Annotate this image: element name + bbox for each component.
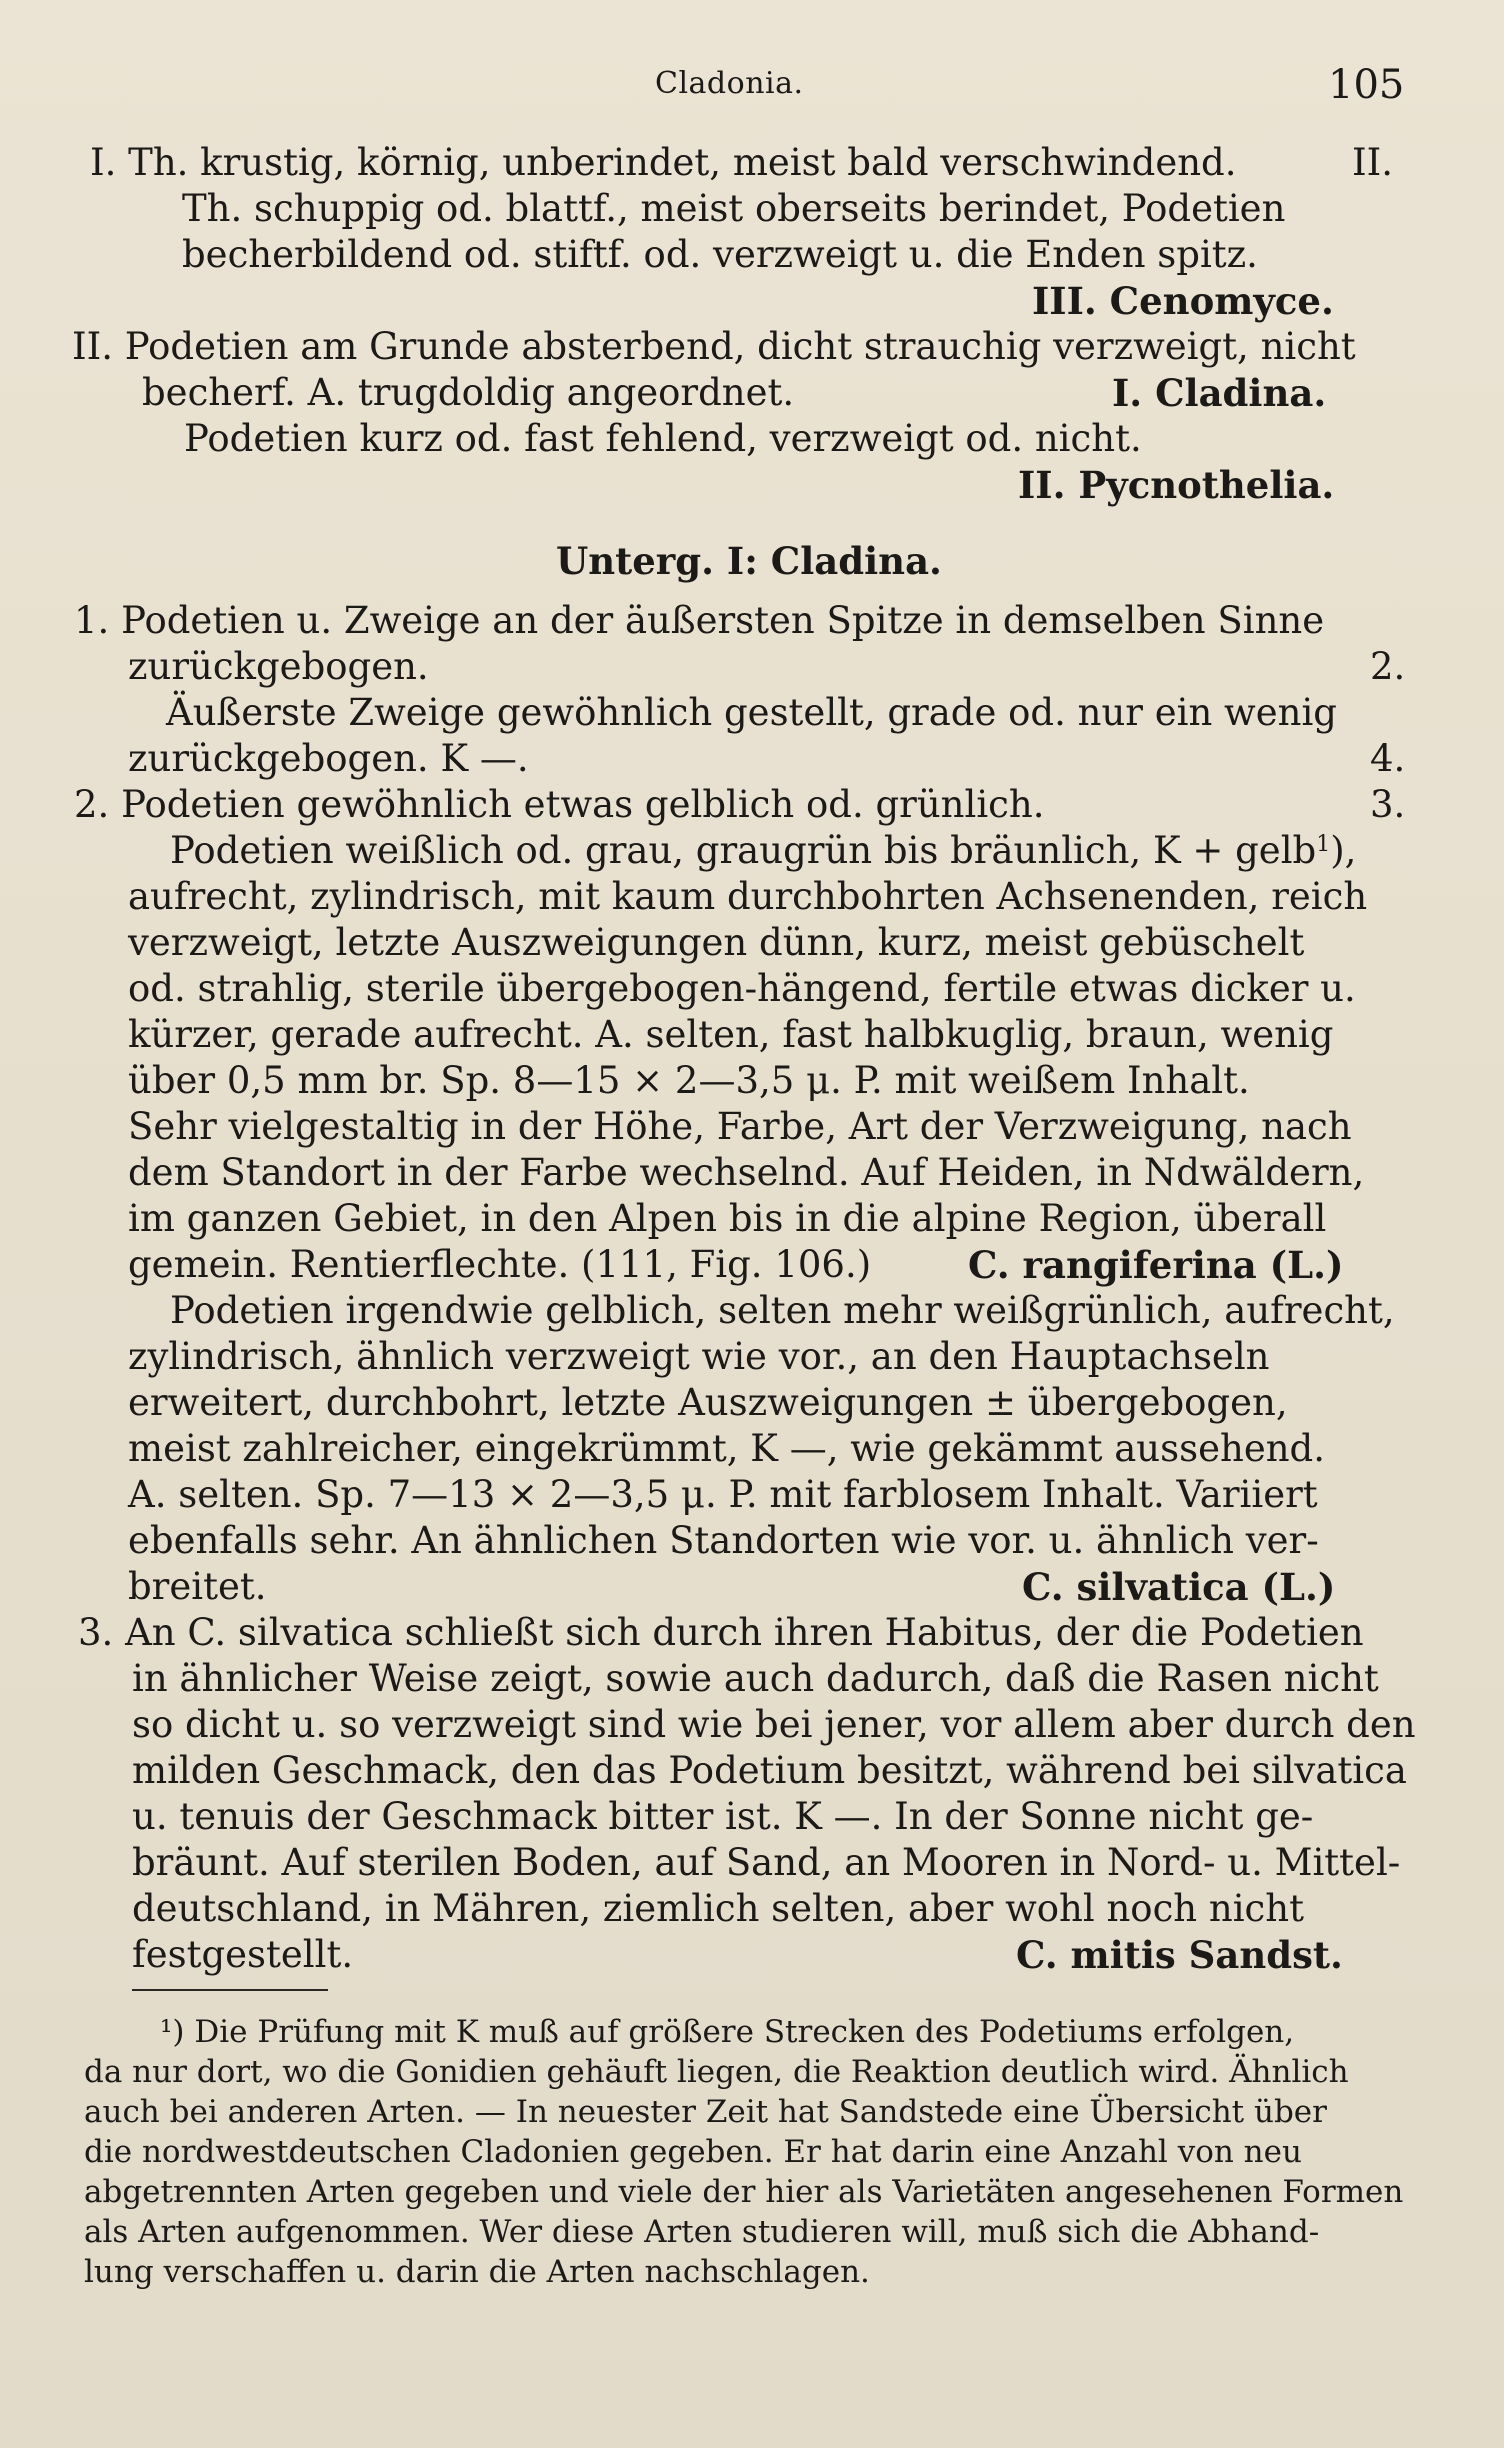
footnote-text: auch bei anderen Arten. — In neuester Zeit hat Sandstede eine Übersicht über xyxy=(84,2094,1327,2130)
couplet-text: Podetien irgendwie gelblich, selten mehr weißgrünlich, aufrecht, xyxy=(170,1289,1395,1332)
couplet-text: breitet. xyxy=(128,1565,267,1608)
couplet-text: dem Standort in der Farbe wechselnd. Auf Heiden, in Ndwäldern, xyxy=(128,1151,1365,1194)
couplet-text: meist zahlreicher, eingekrümmt, K —, wie gekämmt aussehend. xyxy=(128,1427,1326,1470)
text-run: Podetien weißlich od. grau, graugrün bis bräunlich, K + gelb xyxy=(170,829,1317,872)
couplet-text: bräunt. Auf sterilen Boden, auf Sand, an Mooren in Nord- u. Mittel- xyxy=(132,1841,1401,1884)
key-text: becherbildend od. stiftf. od. verzweigt u. die Enden spitz. xyxy=(182,233,1258,276)
couplet-text: in ähnlicher Weise zeigt, sowie auch dadurch, daß die Rasen nicht xyxy=(132,1657,1379,1700)
couplet-text: Äußerste Zweige gewöhnlich gestellt, grade od. nur ein wenig xyxy=(166,691,1337,734)
footnote-text: ¹) Die Prüfung mit K muß auf größere Strecken des Podetiums erfolgen, xyxy=(160,2014,1295,2050)
couplet-text: od. strahlig, sterile übergebogen-hängend, fertile etwas dicker u. xyxy=(128,967,1356,1010)
footnote-divider xyxy=(132,1989,328,1991)
taxon-name: III. Cenomyce. xyxy=(1032,279,1334,323)
taxon-name: I. Cladina. xyxy=(1112,371,1327,415)
couplet-text: ebenfalls sehr. An ähnlichen Standorten wie vor. u. ähnlich ver- xyxy=(128,1519,1319,1562)
couplet-text: 2. Podetien gewöhnlich etwas gelblich od. grünlich. xyxy=(74,783,1045,826)
key-text: Th. schuppig od. blattf., meist oberseits berindet, Podetien xyxy=(182,187,1286,230)
footnote-text: abgetrennten Arten gegeben und viele der hier als Varietäten angesehenen Formen xyxy=(84,2174,1404,2210)
key-text: II. Podetien am Grunde absterbend, dicht strauchig verzweigt, nicht xyxy=(72,325,1356,368)
couplet-text: so dicht u. so verzweigt sind wie bei jener, vor allem aber durch den xyxy=(132,1703,1416,1746)
footnote-text: als Arten aufgenommen. Wer diese Arten studieren will, muß sich die Abhand- xyxy=(84,2214,1320,2250)
couplet-reference: 2. xyxy=(1370,645,1406,688)
couplet-text: festgestellt. xyxy=(132,1933,354,1976)
couplet-text: zurückgebogen. K —. xyxy=(128,737,529,780)
text-run: ), xyxy=(1330,829,1357,872)
couplet-text: A. selten. Sp. 7—13 × 2—3,5 μ. P. mit farblosem Inhalt. Variiert xyxy=(128,1473,1318,1516)
running-head xyxy=(0,62,1504,112)
species-name: C. mitis Sandst. xyxy=(1016,1933,1343,1977)
couplet-text: zylindrisch, ähnlich verzweigt wie vor., an den Hauptachseln xyxy=(128,1335,1270,1378)
couplet-text: kürzer, gerade aufrecht. A. selten, fast halbkuglig, braun, wenig xyxy=(128,1013,1334,1056)
couplet-text: 1. Podetien u. Zweige an der äußersten Spitze in demselben Sinne xyxy=(74,599,1325,642)
key-text: becherf. A. trugdoldig angeordnet. xyxy=(142,371,795,414)
couplet-text: deutschland, in Mähren, ziemlich selten, aber wohl noch nicht xyxy=(132,1887,1304,1930)
couplet-reference: 4. xyxy=(1370,737,1406,780)
key-text: I. Th. krustig, körnig, unberindet, meist bald verschwindend. xyxy=(90,141,1237,184)
footnote-text: die nordwestdeutschen Cladonien gegeben. Er hat darin eine Anzahl von neu xyxy=(84,2134,1302,2170)
footnote-marker: 1 xyxy=(1316,832,1331,857)
couplet-reference: 3. xyxy=(1370,783,1406,826)
couplet-text: zurückgebogen. xyxy=(128,645,429,688)
key-text: Podetien kurz od. fast fehlend, verzweigt od. nicht. xyxy=(184,417,1142,460)
couplet-text: u. tenuis der Geschmack bitter ist. K —. In der Sonne nicht ge- xyxy=(132,1795,1314,1838)
couplet-text: milden Geschmack, den das Podetium besitzt, während bei silvatica xyxy=(132,1749,1407,1792)
running-title: Cladonia. xyxy=(655,66,804,101)
couplet-text: über 0,5 mm br. Sp. 8—15 × 2—3,5 μ. P. mit weißem Inhalt. xyxy=(128,1059,1250,1102)
section-heading: Unterg. I: Cladina. xyxy=(556,539,942,583)
key-reference: II. xyxy=(1352,141,1393,184)
couplet-text: aufrecht, zylindrisch, mit kaum durchbohrten Achsenenden, reich xyxy=(128,875,1368,918)
couplet-text: im ganzen Gebiet, in den Alpen bis in die alpine Region, überall xyxy=(128,1197,1327,1240)
taxon-name: II. Pycnothelia. xyxy=(1018,463,1335,507)
footnote-text: lung verschaffen u. darin die Arten nachschlagen. xyxy=(84,2254,870,2290)
couplet-text: verzweigt, letzte Auszweigungen dünn, kurz, meist gebüschelt xyxy=(128,921,1305,964)
species-name: C. silvatica (L.) xyxy=(1022,1565,1336,1609)
couplet-text: erweitert, durchbohrt, letzte Auszweigungen ± übergebogen, xyxy=(128,1381,1288,1424)
couplet-text xyxy=(170,828,1356,874)
couplet-text: 3. An C. silvatica schließt sich durch ihren Habitus, der die Podetien xyxy=(78,1611,1364,1654)
couplet-text: Sehr vielgestaltig in der Höhe, Farbe, Art der Verzweigung, nach xyxy=(128,1105,1352,1148)
couplet-text: gemein. Rentierflechte. (111, Fig. 106.) xyxy=(128,1243,872,1286)
page-number: 105 xyxy=(1328,62,1405,108)
species-name: C. rangiferina (L.) xyxy=(968,1243,1344,1287)
footnote-text: da nur dort, wo die Gonidien gehäuft liegen, die Reaktion deutlich wird. Ähnlich xyxy=(84,2054,1349,2090)
